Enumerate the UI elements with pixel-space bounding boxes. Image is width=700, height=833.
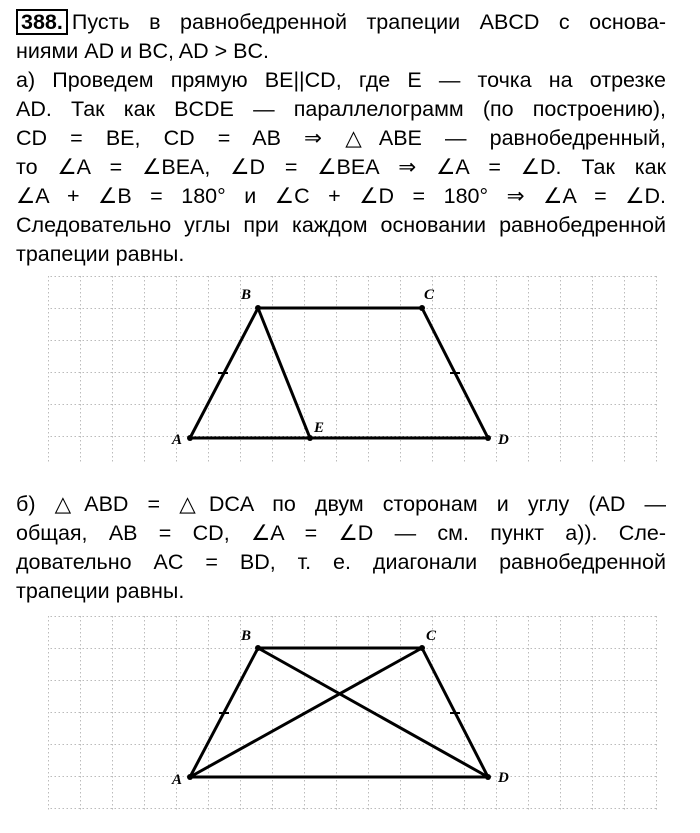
point-b (255, 645, 261, 651)
part-b-line-3: довательно AC = BD, т. е. диагонали равнобедренной (16, 550, 666, 574)
part-b-line-2: общая, AB = CD, ∠A = ∠D — см. пункт а)). Сле- (16, 521, 666, 545)
label-b: B (241, 287, 252, 303)
point-d (485, 774, 491, 780)
point-a (187, 774, 193, 780)
label-a: A (172, 432, 183, 448)
label-d: D (498, 770, 509, 786)
point-c (419, 645, 425, 651)
part-b-line-4: трапеции равны. (16, 579, 185, 603)
part-a-line-1: а) Проведем прямую BE||CD, где E — точка на отрезке (16, 68, 666, 92)
problem-intro (16, 8, 666, 66)
part-a-line-2: AD. Так как BCDE — параллелограмм (по построению), (16, 97, 666, 121)
part-a-line-5: ∠A + ∠B = 180° и ∠C + ∠D = 180° ⇒ ∠A = ∠D. (16, 184, 666, 208)
intro-line-2: ниями AD и BC, AD > BC. (16, 39, 269, 63)
figure-trapezoid-parallel (40, 272, 670, 472)
grid-background (48, 276, 658, 464)
part-a-line-7: трапеции равны. (16, 242, 185, 266)
point-b (255, 305, 261, 311)
part-a-text (16, 66, 666, 269)
problem-number: 388. (16, 9, 68, 35)
label-e: E (314, 420, 325, 436)
point-e (307, 435, 313, 441)
label-c: C (424, 287, 435, 303)
grid-background (48, 616, 658, 812)
part-b-line-1: б) △ABD = △DCA по двум сторонам и углу (AD — (16, 492, 666, 516)
point-c (419, 305, 425, 311)
label-c: C (426, 628, 437, 644)
label-b: B (241, 628, 252, 644)
label-d: D (498, 432, 509, 448)
point-a (187, 435, 193, 441)
label-a: A (172, 772, 183, 788)
part-b-text (16, 490, 666, 606)
part-a-line-3: CD = BE, CD = AB ⇒ △ABE — равнобедренный, (16, 126, 666, 150)
part-a-line-6: Следовательно углы при каждом основании равнобедренной (16, 213, 666, 237)
figure-trapezoid-diagonals (40, 612, 670, 822)
intro-line-1: Пусть в равнобедренной трапеции ABCD с основа- (71, 10, 666, 34)
part-a-line-4: то ∠A = ∠BEA, ∠D = ∠BEA ⇒ ∠A = ∠D. Так как (16, 155, 666, 179)
point-d (485, 435, 491, 441)
